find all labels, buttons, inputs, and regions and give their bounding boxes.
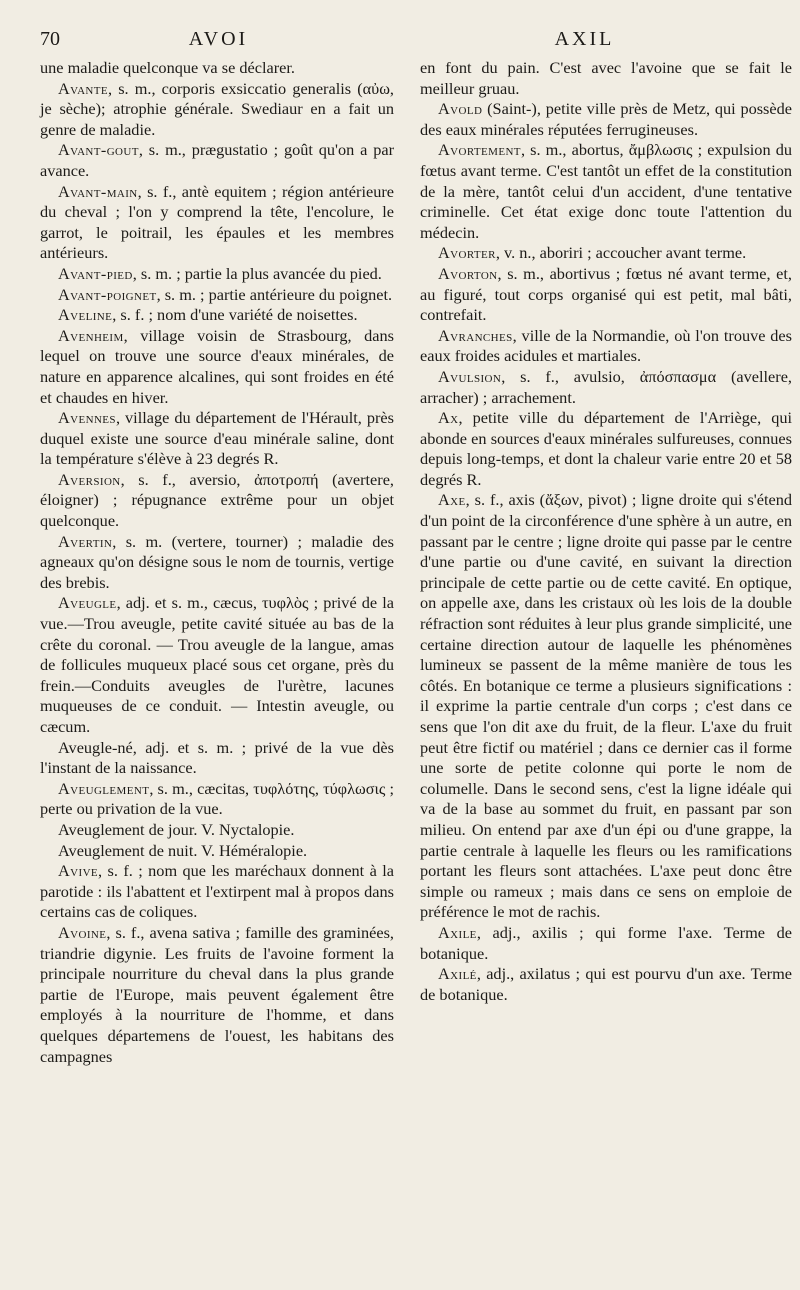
right-running-head: AXIL: [554, 28, 615, 50]
entry-definition: , s. f. ; nom que les maréchaux donnent à la parotide : ils l'abattent et l'extirpent mal à propos dans certains cas de coliques.: [40, 861, 394, 922]
entry-definition: Aveuglement de jour. V. Nyctalopie.: [58, 819, 295, 839]
entry-headword: Avant-pied: [58, 263, 133, 283]
left-running-head: AVOI: [188, 28, 249, 50]
entry-headword: Avortement: [438, 140, 521, 160]
entry-definition: , adj., axilis ; qui forme l'axe. Terme de botanique.: [420, 922, 792, 963]
entry-definition: , village voisin de Strasbourg, dans lequel on trouve une source d'eaux minérales, de nature en apparence alcalines, qui sont froides en été et chaudes en hiver.: [40, 325, 394, 407]
entry-headword: Avant-gout: [58, 140, 139, 160]
text-columns: [40, 58, 792, 1067]
entry-definition: , s. m. ; partie antérieure du poignet.: [156, 284, 393, 304]
dictionary-entry: [40, 841, 394, 862]
entry-definition: , s. m., prægustatio ; goût qu'on a par avance.: [40, 140, 394, 180]
entry-headword: Ax: [438, 408, 459, 428]
dictionary-entry: [40, 79, 394, 141]
dictionary-entry: [40, 923, 394, 1067]
entry-headword: Avorter: [438, 243, 496, 263]
dictionary-entry: [40, 58, 394, 79]
entry-definition: en font du pain. C'est avec l'avoine que se fait le meilleur gruau.: [420, 58, 792, 98]
entry-headword: Aversion: [58, 469, 121, 489]
entry-definition: , s. f., aversio, ἀποτροπή (avertere, éloigner) ; répugnance extrême pour un objet quelconque.: [40, 469, 394, 531]
entry-headword: Avulsion: [438, 366, 502, 386]
entry-headword: Axe: [438, 490, 466, 510]
entry-headword: Avenheim: [58, 325, 124, 345]
entry-definition: , s. f., avena sativa ; famille des graminées, triandrie digynie. Les fruits de l'avoine forment la principale nourriture du cheval dans la plus grande partie de l'Europe, mais peuvent également être employés à la nourriture de l'homme, et dans quelques départemens de l'ouest, les habitans des campagnes: [40, 922, 394, 1066]
entry-headword: Aveline: [58, 305, 113, 325]
entry-definition: , adj., axilatus ; qui est pourvu d'un axe. Terme de botanique.: [420, 964, 792, 1004]
dictionary-entry: [420, 99, 792, 140]
dictionary-entry: [40, 285, 394, 306]
entry-definition: , s. f., antè equitem ; région antérieure du cheval ; l'on y comprend la tête, l'encolure, le garrot, le poitrail, les épaules et les membres antérieurs.: [40, 181, 394, 263]
dictionary-entry: [420, 923, 792, 964]
dictionary-entry: [40, 820, 394, 841]
entry-definition: , s. m. ; partie la plus avancée du pied.: [132, 263, 382, 283]
dictionary-entry: [40, 408, 394, 470]
dictionary-entry: [420, 367, 792, 408]
dictionary-entry: [420, 243, 792, 264]
entry-headword: Avennes: [58, 408, 116, 428]
dictionary-entry: [420, 140, 792, 243]
dictionary-entry: [40, 264, 394, 285]
dictionary-entry: [40, 326, 394, 408]
dictionary-entry: [40, 470, 394, 532]
dictionary-entry: [40, 305, 394, 326]
entry-headword: Avertin: [58, 531, 113, 551]
entry-headword: Avranches: [438, 325, 513, 345]
entry-definition: , petite ville du département de l'Arriège, qui abonde en sources d'eaux minérales sulfureuses, connues depuis long-temps, et dont la chaleur varie entre 20 et 58 degrés R.: [420, 408, 792, 489]
dictionary-entry: [420, 964, 792, 1005]
entry-headword: Avold: [438, 99, 483, 119]
entry-headword: Avant-poignet: [58, 284, 157, 304]
dictionary-entry: [420, 408, 792, 490]
dictionary-entry: [40, 779, 394, 820]
entry-definition: (Saint-), petite ville près de Metz, qui possède des eaux minérales réputées ferrugineuses.: [420, 99, 792, 139]
dictionary-entry: [40, 861, 394, 923]
entry-definition: , ville de la Normandie, où l'on trouve des eaux froides acidules et martiales.: [420, 325, 792, 366]
entry-definition: une maladie quelconque va se déclarer.: [40, 58, 295, 77]
entry-headword: Axile: [438, 922, 477, 942]
entry-headword: Avante: [58, 78, 109, 98]
entry-definition: , s. f., avulsio, ἀπόσπασμα (avellere, arracher) ; arrachement.: [420, 366, 792, 407]
entry-definition: , s. m. (vertere, tourner) ; maladie des agneaux qu'on désigne sous le nom de tournis, vertige des brebis.: [40, 531, 394, 592]
right-column: [420, 58, 792, 1067]
dictionary-entry: [40, 593, 394, 737]
entry-definition: , v. n., aboriri ; accoucher avant terme.: [495, 243, 747, 263]
left-column: [40, 58, 394, 1067]
entry-definition: , s. f., axis (ἄξων, pivot) ; ligne droite qui s'étend d'un point de la circonférence d'une sphère à un autre, en passant par le centre ; ligne droite qui passe par le centre d'une partie ou d'une cavité, en suivant la direction principale de cette partie ou de cette cavité. En optique, on appelle axe, dans les cristaux où les lois de la double réfraction sont réduites à leur plus grande simplicité, une certaine direction autour de laquelle les phénomènes lumineux se passent de la même manière de tous les côtés. En botanique ce terme a plusieurs significations : il exprime la partie centrale d'un corps ; c'est dans ce sens que l'on dit axe du fruit, de la fleur. L'axe du fruit peut être fictif ou matériel ; dans ce dernier cas il forme une sorte de petite colonne qui porte le nom de columelle. Dans le second sens, c'est la ligne idéale qui va de la base au sommet du fruit, en passant par son milieu. On entend par axe d'un épi ou d'une grappe, la partie centrale à laquelle les fleurs ou les ramifications portant les fleurs sont attachées. L'axe peut donc être simple ou rameux ; mais dans ce sens on emploie de préférence le mot de rachis.: [420, 490, 792, 922]
dictionary-entry: [40, 532, 394, 594]
dictionary-entry: [40, 738, 394, 779]
dictionary-entry: [420, 264, 792, 326]
entry-headword: Avive: [58, 861, 99, 881]
dictionary-entry: [40, 182, 394, 264]
page-number: 70: [40, 28, 60, 50]
entry-definition: , village du département de l'Hérault, près duquel existe une source d'eau minérale saline, dont la température s'élève à 23 degrés R.: [40, 408, 394, 469]
dictionary-entry: [40, 140, 394, 181]
dictionary-entry: [420, 326, 792, 367]
entry-definition: Aveuglement de nuit. V. Héméralopie.: [58, 840, 308, 860]
entry-definition: , s. m., corporis exsiccatio generalis (αὐω, je sèche); atrophie générale. Swediaur en a fait un genre de maladie.: [40, 78, 394, 139]
running-header: [40, 28, 792, 54]
entry-definition: , s. m., abortivus ; fœtus né avant terme, et, au figuré, tout corps organisé qui est petit, mal bâti, contrefait.: [420, 263, 792, 325]
entry-headword: Avant-main: [58, 181, 138, 201]
entry-definition: , adj. et s. m., cæcus, τυφλὸς ; privé de la vue.—Trou aveugle, petite cavité située au bas de la crête du coronal. — Trou aveugle de la langue, amas de follicules muqueux placé sous cet organe, près du frein.—Conduits aveugles de l'urètre, lacunes muqueuses de ce conduit. — Intestin aveugle, ou cæcum.: [40, 593, 394, 736]
entry-headword: Aveuglement: [58, 778, 150, 798]
entry-definition: , s. f. ; nom d'une variété de noisettes.: [112, 305, 358, 325]
entry-headword: Avoine: [58, 922, 107, 942]
entry-headword: Avorton: [438, 263, 498, 283]
entry-headword: Aveugle: [58, 593, 117, 613]
entry-definition: Aveugle-né, adj. et s. m. ; privé de la vue dès l'instant de la naissance.: [40, 737, 394, 778]
entry-definition: , s. m., cæcitas, τυφλότης, τύφλωσις ; perte ou privation de la vue.: [40, 778, 394, 819]
dictionary-entry: [420, 490, 792, 922]
dictionary-entry: [420, 58, 792, 99]
entry-headword: Axilé: [438, 964, 477, 984]
entry-definition: , s. m., abortus, ἄμβλωσις ; expulsion du fœtus avant terme. C'est tantôt un effet de la constitution de la mère, tantôt celui d'un accident, d'une tentative criminelle. Cet état exige donc toute l'attention du médecin.: [420, 140, 792, 242]
